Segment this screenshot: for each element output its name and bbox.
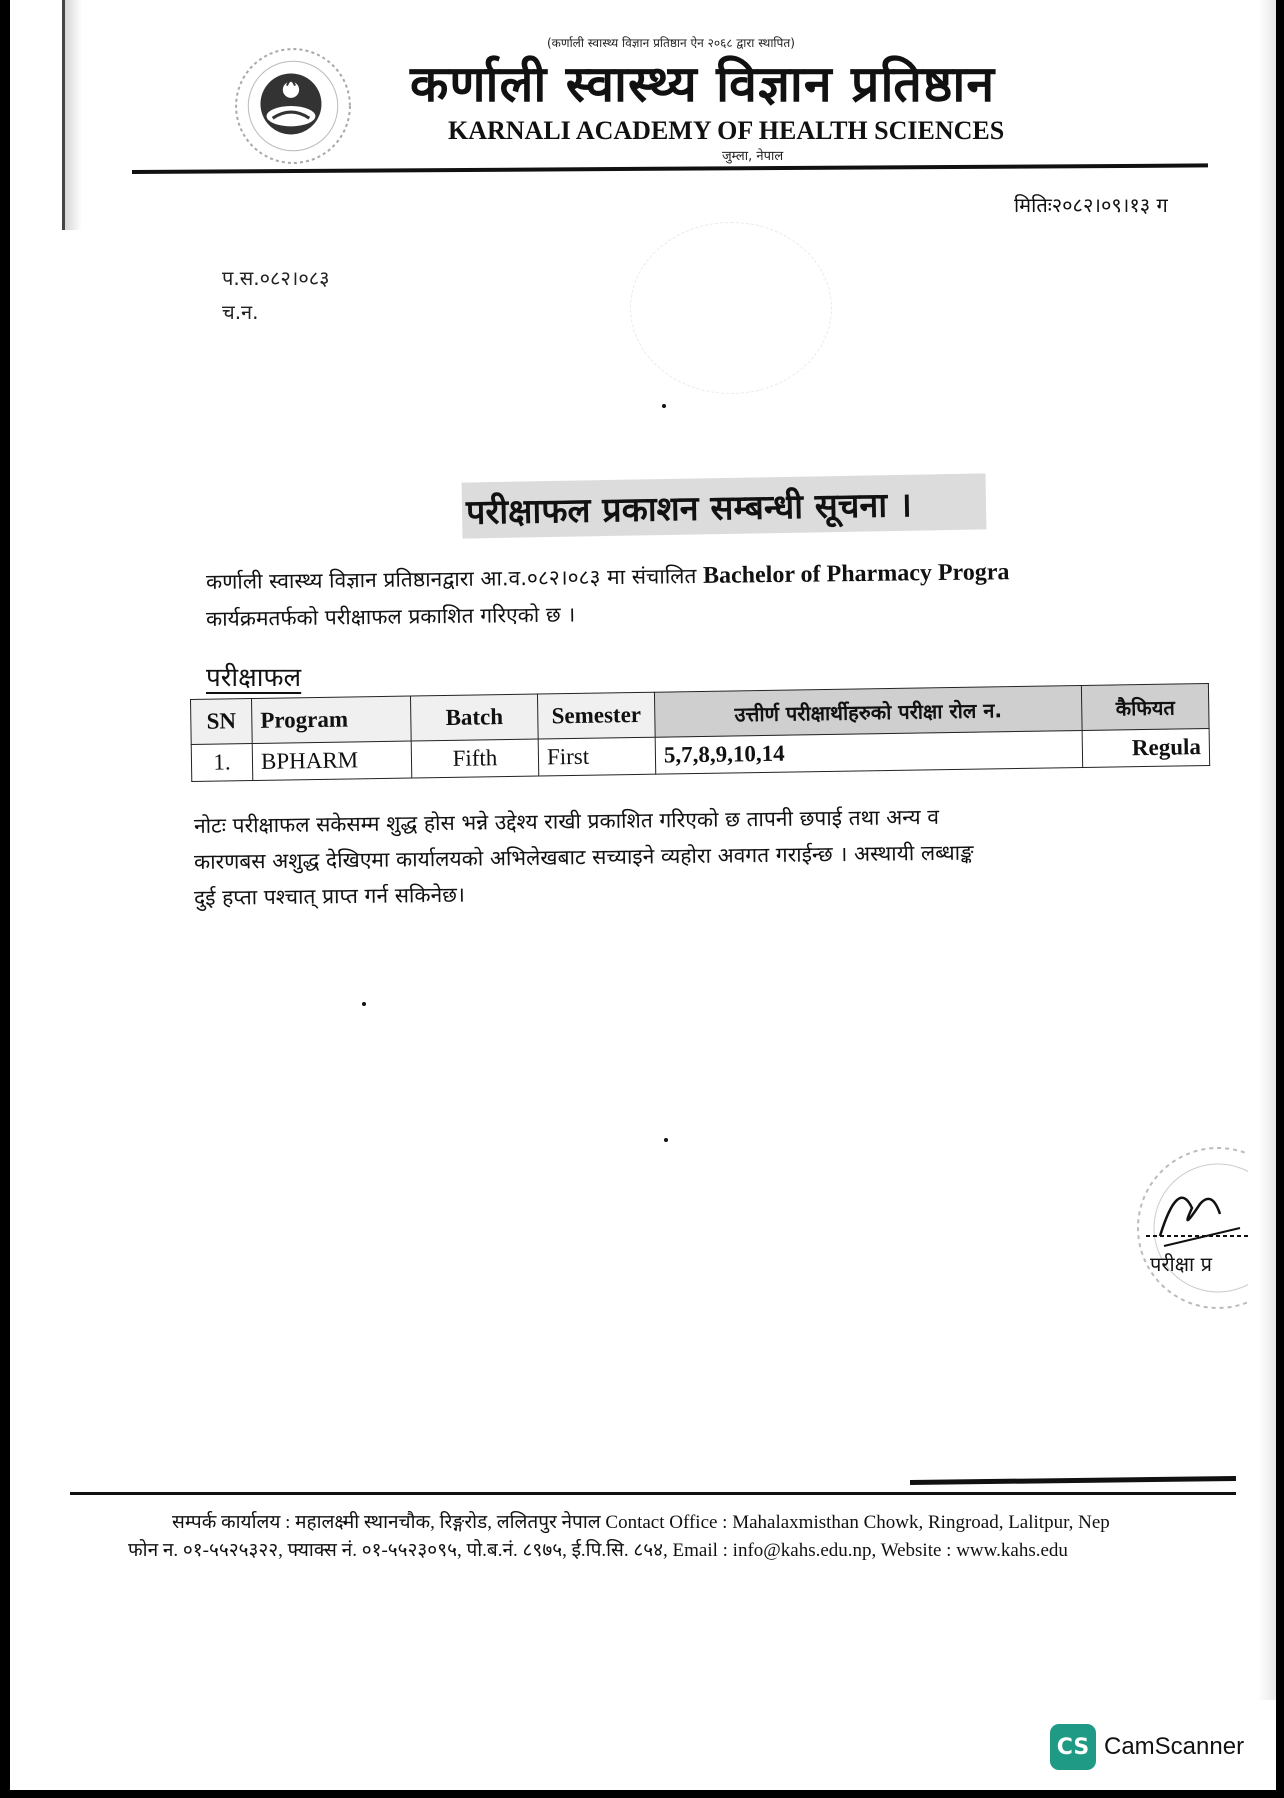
speck: [362, 1002, 366, 1006]
header-batch: Batch: [410, 694, 538, 741]
camscanner-label: CamScanner: [1104, 1733, 1245, 1760]
speck: [664, 1138, 668, 1142]
notice-date: मितिः२०८२।०९।१३ ग: [1014, 193, 1168, 217]
header-semester: Semester: [537, 692, 655, 739]
note-line1: नोटः परीक्षाफल सकेसम्म शुद्ध होस भन्ने उद्देश्य राखी प्रकाशित गरिएको छ तापनी छपाई तथा अन्य व: [193, 804, 940, 838]
camscanner-logo-icon: CS: [1050, 1724, 1096, 1770]
document-page: [10, 0, 1276, 1790]
cell-batch: Fifth: [411, 739, 539, 778]
footer-divider: [70, 1492, 1236, 1495]
paragraph-nepali-text: कर्णाली स्वास्थ्य विज्ञान प्रतिष्ठानद्वारा आ.व.०८२।०८३ मा संचालित: [205, 563, 704, 594]
official-stamp-icon: [1108, 1138, 1248, 1328]
faint-stamp-mark: [630, 222, 832, 394]
right-edge-shadow: [1258, 0, 1276, 1700]
note-line2: कारणबस अशुद्ध देखिएमा कार्यालयको अभिलेखबाट सच्याइने व्यहोरा अवगत गराईन्छ । अस्थायी लब्धाङ्क: [193, 840, 974, 874]
institution-location: जुम्ला, नेपाल: [722, 149, 784, 164]
header-program: Program: [252, 696, 412, 743]
program-name: Bachelor of Pharmacy Progra: [702, 559, 1010, 589]
cell-semester: First: [538, 737, 656, 776]
reference-number: प.स.०८२।०८३: [222, 266, 330, 290]
dispatch-number: च.न.: [222, 300, 259, 324]
cell-sn: 1.: [191, 744, 253, 782]
page-edge-shadow: [62, 0, 82, 230]
institution-title-english: KARNALI ACADEMY OF HEALTH SCIENCES: [448, 116, 1005, 145]
result-table: [190, 683, 1210, 782]
speck: [662, 404, 666, 408]
notice-paragraph-line1: [206, 558, 1010, 596]
cell-remarks: Regula: [1082, 728, 1210, 767]
establishment-line: (कर्णाली स्वास्थ्य विज्ञान प्रतिष्ठान ऐन २०६८ द्वारा स्थापित): [547, 36, 795, 50]
footer-contact-address: सम्पर्क कार्यालय : महालक्ष्मी स्थानचौक, रिङ्गरोड, ललितपुर नेपाल Contact Office : Mahalaxmisthan Chowk, Ringroad, Lalitpur, Nep: [172, 1512, 1110, 1533]
notice-heading: परीक्षाफल प्रकाशन सम्बन्धी सूचना ।: [465, 485, 913, 533]
signatory-title: परीक्षा प्र: [1150, 1252, 1212, 1276]
page-edge-line: [62, 0, 65, 230]
institution-title-nepali: कर्णाली स्वास्थ्य विज्ञान प्रतिष्ठान: [410, 55, 996, 113]
cell-roll-numbers: 5,7,8,9,10,14: [655, 730, 1083, 774]
header-roll-numbers: उत्तीर्ण परीक्षार्थीहरुको परीक्षा रोल न.: [654, 685, 1082, 737]
notice-paragraph-line2: कार्यक्रमतर्फको परीक्षाफल प्रकाशित गरिएको छ ।: [205, 602, 576, 631]
note-line3: दुई हप्ता पश्चात् प्राप्त गर्न सकिनेछ।: [193, 882, 466, 910]
kahs-seal-icon: [232, 45, 354, 167]
footer-divider-thick: [910, 1476, 1236, 1485]
footer-contact-details: फोन न. ०१-५५२५३२२, फ्याक्स नं. ०१-५५२३०९५, पो.ब.नं. ८९७५, ई.पि.सि. ८५४, Email : info@kahs.edu.np, Website : www.kahs.edu: [128, 1540, 1068, 1561]
result-heading: परीक्षाफल: [206, 663, 302, 693]
cell-program: BPHARM: [252, 741, 412, 780]
header-remarks: कैफियत: [1081, 684, 1209, 731]
camscanner-watermark: [1050, 1724, 1244, 1770]
header-sn: SN: [191, 699, 253, 745]
